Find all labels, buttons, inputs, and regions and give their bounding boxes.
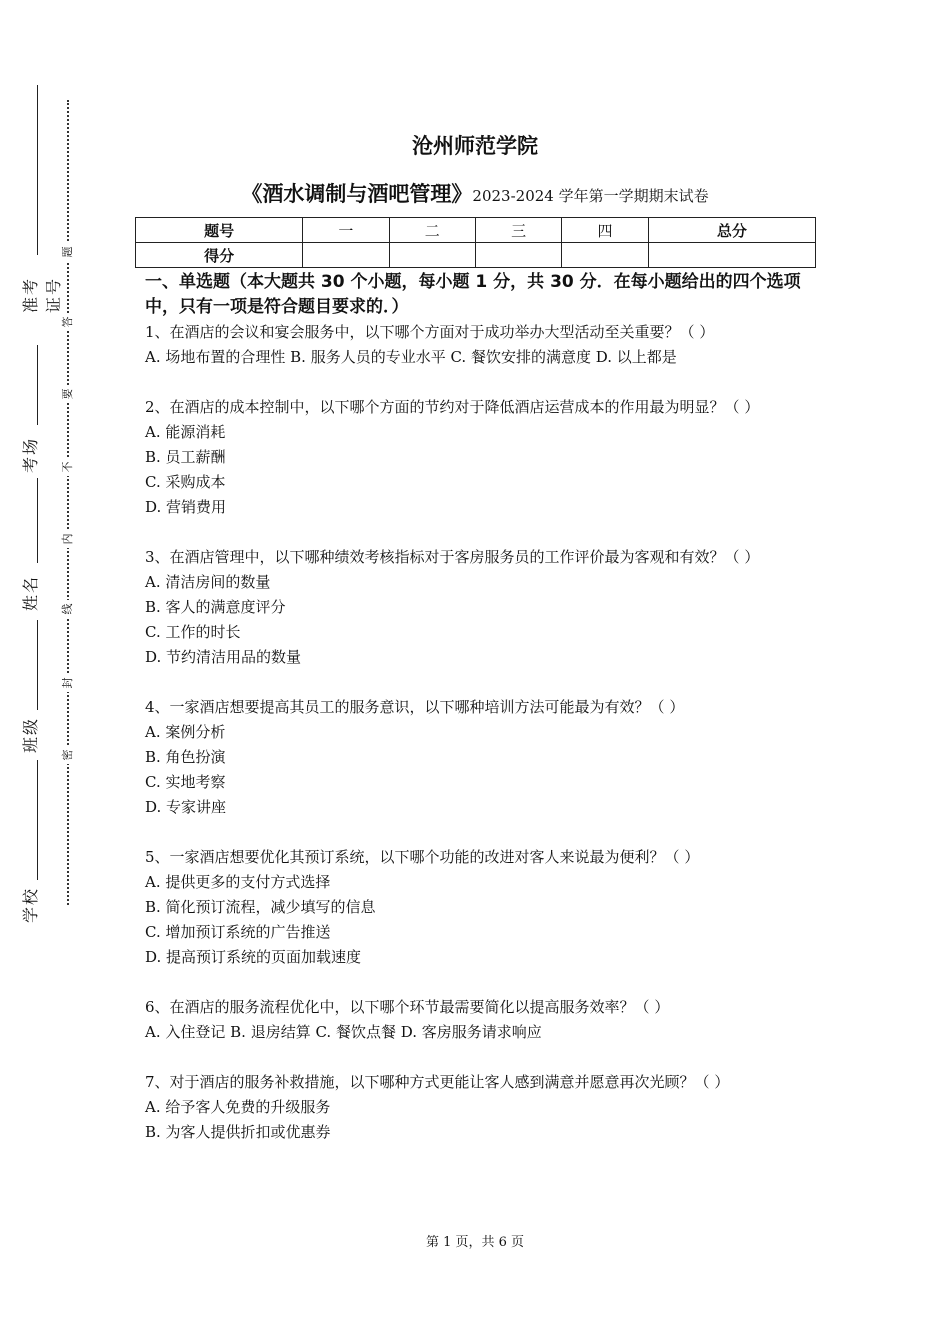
seal-char: 不: [59, 458, 77, 476]
score-table-header-row: [136, 218, 816, 243]
seal-char: 封: [59, 674, 77, 692]
question-stem: 2、在酒店的成本控制中，以下哪个方面的节约对于降低酒店运营成本的作用最为明显？（ ）: [145, 398, 760, 416]
margin-label-school: 学校: [21, 887, 40, 924]
score-header-cell: 四: [562, 218, 648, 243]
margin-line-5: [37, 760, 38, 880]
question-stem: 4、一家酒店想要提高其员工的服务意识，以下哪种培训方法可能最为有效？（ ）: [145, 698, 685, 716]
page-number: 第 1 页，共 6 页: [425, 1235, 525, 1250]
question-option: D. 专家讲座: [145, 798, 227, 816]
question-option: D. 营销费用: [145, 498, 227, 516]
score-header-cell: 总分: [648, 218, 815, 243]
question-stem: 3、在酒店管理中，以下哪种绩效考核指标对于客房服务员的工作评价最为客观和有效？（ ）: [145, 548, 760, 566]
term-label: 2023-2024 学年第一学期期末试卷: [472, 187, 709, 205]
question-3: [145, 545, 815, 670]
score-header-cell: 题号: [136, 218, 303, 243]
question-stem: 7、对于酒店的服务补救措施，以下哪种方式更能让客人感到满意并愿意再次光顾？（ ）: [145, 1073, 730, 1091]
question-6: [145, 995, 815, 1045]
seal-char: 答: [59, 313, 77, 331]
exam-title: [0, 178, 950, 208]
course-title: 《酒水调制与酒吧管理》: [241, 182, 473, 206]
margin-line-top: [37, 85, 38, 255]
question-stem: 1、在酒店的会议和宴会服务中，以下哪个方面对于成功举办大型活动至关重要？（ ）: [145, 323, 715, 341]
school-name: 沧州师范学院: [412, 134, 538, 158]
margin-label-name: 姓名: [21, 575, 40, 612]
section-heading: 一、单选题（本大题共 30 个小题，每小题 1 分，共 30 分．在每小题给出的四个选项中，只有一项是符合题目要求的．）: [145, 272, 801, 317]
question-option: A. 清洁房间的数量: [145, 573, 271, 591]
question-stem: 5、一家酒店想要优化其预订系统，以下哪个功能的改进对客人来说最为便利？（ ）: [145, 848, 700, 866]
question-7: [145, 1070, 815, 1145]
score-header-cell: 一: [303, 218, 389, 243]
margin-line-4: [37, 620, 38, 710]
question-2: [145, 395, 815, 520]
question-option: B. 为客人提供折扣或优惠券: [145, 1123, 331, 1141]
question-option: C. 采购成本: [145, 473, 226, 491]
question-options: A. 场地布置的合理性 B. 服务人员的专业水平 C. 餐饮安排的满意度 D. 以上都是: [145, 348, 677, 366]
score-cell: [562, 243, 648, 268]
seal-char: 线: [59, 600, 77, 618]
score-cell: [648, 243, 815, 268]
score-cell: [475, 243, 561, 268]
margin-line-2: [37, 345, 38, 425]
question-option: A. 能源消耗: [145, 423, 226, 441]
question-option: A. 提供更多的支付方式选择: [145, 873, 331, 891]
question-option: B. 客人的满意度评分: [145, 598, 286, 616]
question-option: A. 给予客人免费的升级服务: [145, 1098, 331, 1116]
question-option: B. 角色扮演: [145, 748, 226, 766]
score-table: [135, 217, 816, 268]
question-option: C. 增加预订系统的广告推送: [145, 923, 331, 941]
question-4: [145, 695, 815, 820]
score-cell: [389, 243, 475, 268]
question-option: D. 提高预订系统的页面加载速度: [145, 948, 362, 966]
question-option: D. 节约清洁用品的数量: [145, 648, 302, 666]
score-table-score-row: [136, 243, 816, 268]
question-option: C. 工作的时长: [145, 623, 241, 641]
question-option: A. 案例分析: [145, 723, 226, 741]
margin-label-exam-number: 准考证号: [21, 277, 63, 314]
margin-label-class: 班级: [21, 717, 40, 754]
question-stem: 6、在酒店的服务流程优化中，以下哪个环节最需要简化以提高服务效率？（ ）: [145, 998, 670, 1016]
score-row-label: 得分: [136, 243, 303, 268]
seal-char: 内: [59, 530, 77, 548]
margin-label-exam-room: 考场: [21, 437, 40, 474]
score-cell: [303, 243, 389, 268]
question-options: A. 入住登记 B. 退房结算 C. 餐饮点餐 D. 客房服务请求响应: [145, 1023, 542, 1041]
score-header-cell: 三: [475, 218, 561, 243]
seal-char: 要: [59, 385, 77, 403]
margin-line-3: [37, 478, 38, 563]
question-1: [145, 320, 815, 370]
question-option: B. 员工薪酬: [145, 448, 226, 466]
seal-char: 题: [59, 243, 77, 261]
question-list: [145, 320, 815, 1170]
seal-dotted-line: [67, 100, 69, 905]
question-option: C. 实地考察: [145, 773, 226, 791]
question-option: B. 简化预订流程，减少填写的信息: [145, 898, 376, 916]
score-header-cell: 二: [389, 218, 475, 243]
seal-char: 密: [59, 746, 77, 764]
question-5: [145, 845, 815, 970]
